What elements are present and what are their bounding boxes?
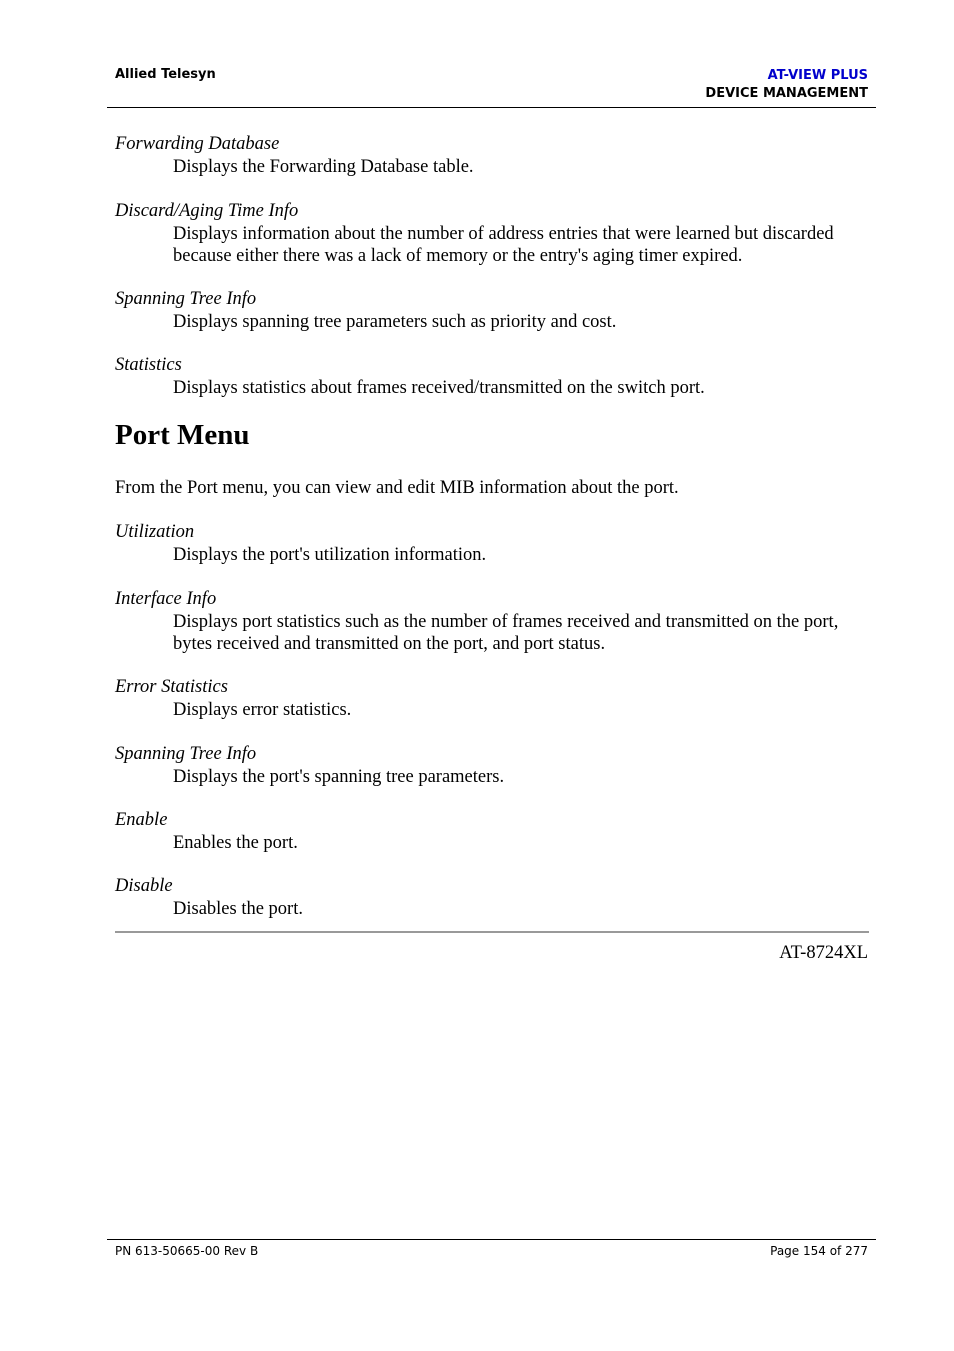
footer-divider (107, 1239, 876, 1240)
desc-line: Displays information about the number of address entries that were learned but discarded (173, 224, 834, 244)
desc-line: Displays port statistics such as the number of frames received and transmitted on the port, (173, 612, 839, 632)
term-statistics: Statistics (115, 355, 182, 375)
term-error-statistics: Error Statistics (115, 677, 228, 697)
term-discard-aging-time-info: Discard/Aging Time Info (115, 201, 299, 221)
desc-utilization (173, 544, 873, 566)
footer-part-number: PN 613-50665-00 Rev B (115, 1244, 259, 1258)
footer-page-number: Page 154 of 277 (770, 1244, 868, 1258)
desc-line: Displays statistics about frames received/transmitted on the switch port. (173, 378, 705, 398)
desc-line: bytes received and transmitted on the port, and port status. (173, 634, 606, 654)
term-disable: Disable (115, 876, 173, 896)
desc-line: Disables the port. (173, 899, 303, 919)
desc-line: Enables the port. (173, 833, 298, 853)
desc-line: Displays error statistics. (173, 700, 352, 720)
term-spanning-tree-info: Spanning Tree Info (115, 289, 257, 309)
desc-line: Displays spanning tree parameters such as priority and cost. (173, 312, 617, 332)
section-heading: Port Menu (115, 419, 250, 451)
header-divider (107, 107, 876, 108)
term-interface-info: Interface Info (115, 589, 217, 609)
desc-error-statistics (173, 699, 873, 721)
desc-port-spanning-tree-info (173, 766, 873, 788)
header-section: DEVICE MANAGEMENT (705, 86, 868, 101)
desc-line: Displays the Forwarding Database table. (173, 157, 474, 177)
header-company: Allied Telesyn (115, 67, 216, 82)
desc-enable (173, 832, 873, 854)
desc-interface-info (173, 611, 873, 655)
term-utilization: Utilization (115, 522, 195, 542)
section-intro: From the Port menu, you can view and edit MIB information about the port. (115, 478, 679, 498)
desc-spanning-tree-info (173, 311, 873, 333)
term-enable: Enable (115, 810, 168, 830)
desc-line: Displays the port's utilization information. (173, 545, 487, 565)
desc-discard-aging-time-info (173, 223, 873, 267)
term-forwarding-database: Forwarding Database (115, 134, 280, 154)
header-product: AT-VIEW PLUS (767, 68, 868, 83)
desc-forwarding-database (173, 156, 873, 178)
desc-line: because either there was a lack of memory or the entry's aging timer expired. (173, 246, 743, 266)
model-label: AT-8724XL (779, 943, 868, 963)
header-title-block (705, 67, 868, 103)
section-divider (115, 931, 869, 933)
desc-statistics (173, 377, 873, 399)
term-port-spanning-tree-info: Spanning Tree Info (115, 744, 257, 764)
desc-line: Displays the port's spanning tree parameters. (173, 767, 505, 787)
desc-disable (173, 898, 873, 920)
